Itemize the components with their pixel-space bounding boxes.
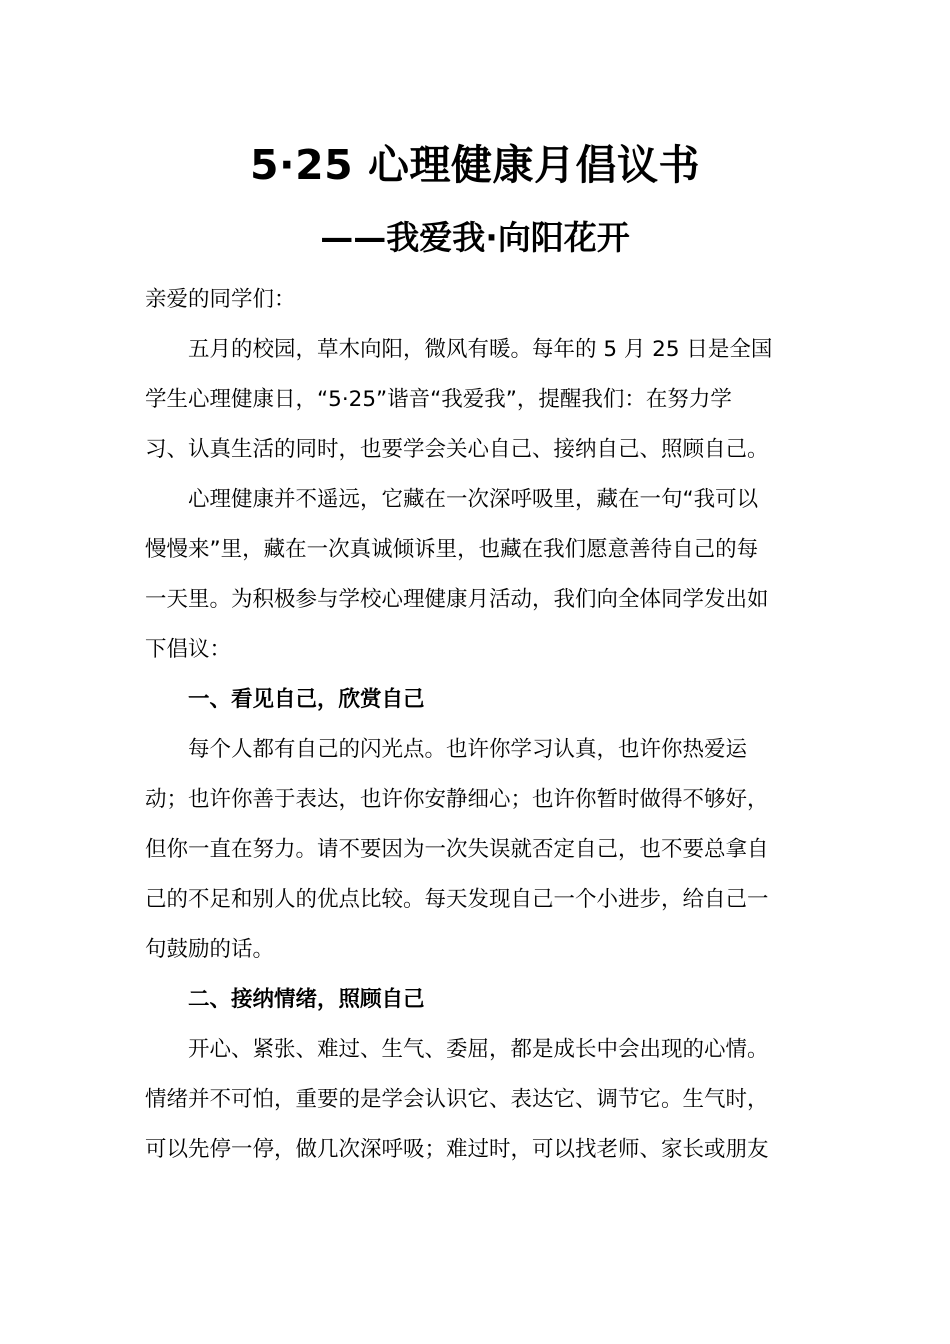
- paragraph-line: 五月的校园，草木向阳，微风有暖。每年的 5 月 25 日是全国: [188, 337, 773, 362]
- paragraph-line: 开心、紧张、难过、生气、委屈，都是成长中会出现的心情。: [188, 1037, 769, 1062]
- paragraph-line: 动；也许你善于表达，也许你安静细心；也许你暂时做得不够好，: [145, 787, 769, 812]
- paragraph-line: 下倡议：: [145, 637, 232, 662]
- section-heading: 二、接纳情绪，照顾自己: [188, 987, 425, 1012]
- section-heading: 一、看见自己，欣赏自己: [188, 687, 425, 712]
- paragraph-line: 情绪并不可怕，重要的是学会认识它、表达它、调节它。生气时，: [145, 1087, 769, 1112]
- paragraph-line: 一天里。为积极参与学校心理健康月活动，我们向全体同学发出如: [145, 587, 769, 612]
- paragraph-line: 句鼓励的话。: [145, 937, 275, 962]
- paragraph-line: 心理健康并不遥远，它藏在一次深呼吸里，藏在一句“我可以: [188, 487, 759, 512]
- document-subtitle: ——我爱我·向阳花开: [320, 218, 630, 257]
- document-title: 5·25 心理健康月倡议书: [250, 141, 700, 189]
- paragraph-line: 可以先停一停，做几次深呼吸；难过时，可以找老师、家长或朋友: [145, 1137, 769, 1162]
- paragraph-line: 学生心理健康日，“5·25”谐音“我爱我”，提醒我们：在努力学: [145, 387, 732, 412]
- paragraph-line: 每个人都有自己的闪光点。也许你学习认真，也许你热爱运: [188, 737, 748, 762]
- salutation: 亲爱的同学们：: [145, 287, 296, 312]
- paragraph-line: 习、认真生活的同时，也要学会关心自己、接纳自己、照顾自己。: [145, 437, 769, 462]
- paragraph-line: 己的不足和别人的优点比较。每天发现自己一个小进步，给自己一: [145, 887, 769, 912]
- paragraph-line: 但你一直在努力。请不要因为一次失误就否定自己，也不要总拿自: [145, 837, 769, 862]
- paragraph-line: 慢慢来”里，藏在一次真诚倾诉里，也藏在我们愿意善待自己的每: [145, 537, 759, 562]
